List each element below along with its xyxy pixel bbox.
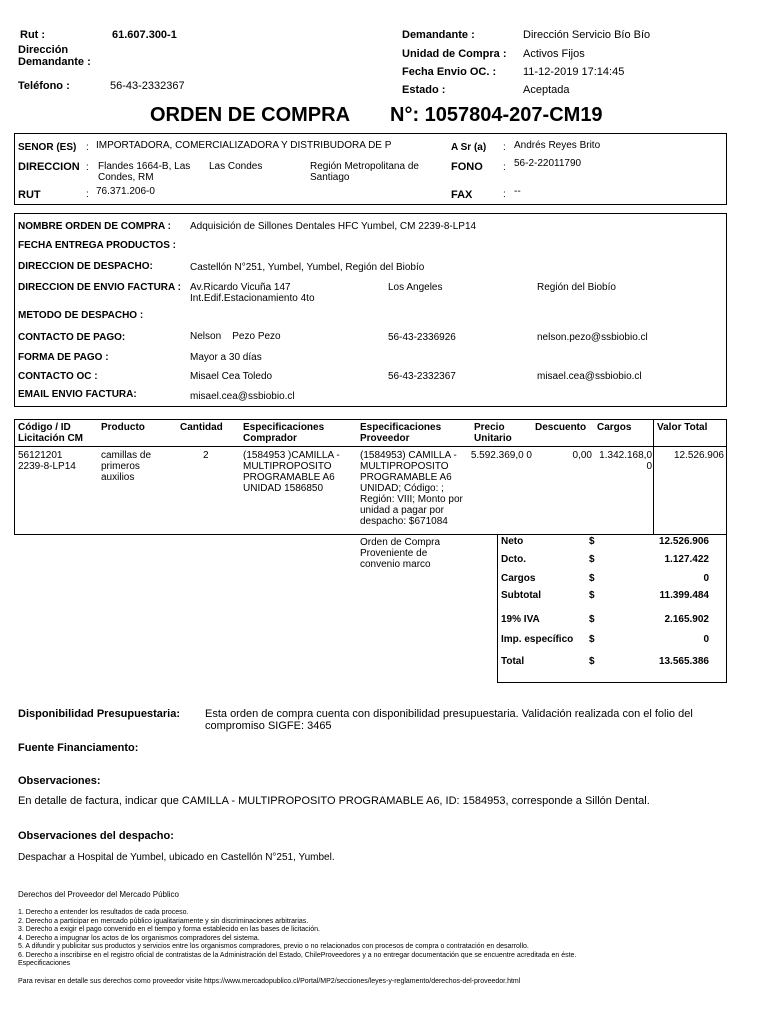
row-cantidad: 2: [203, 450, 209, 461]
row-precio: 5.592.369,0 0: [470, 450, 532, 461]
fax-label: FAX: [451, 189, 473, 201]
contacto-pago-name: Nelson Pezo Pezo: [190, 331, 281, 342]
demandante-value: Dirección Servicio Bío Bío: [523, 29, 651, 41]
email-factura-label: EMAIL ENVIO FACTURA:: [18, 389, 137, 400]
fuente-label: Fuente Financiamento:: [18, 742, 139, 754]
total-label: Imp. específico: [501, 634, 574, 645]
observaciones-label: Observaciones:: [18, 775, 101, 787]
total-currency: $: [589, 573, 595, 584]
document-title: ORDEN DE COMPRA: [150, 104, 351, 126]
contacto-oc-email: misael.cea@ssbiobio.cl: [537, 371, 642, 382]
fecha-envio-value: 11-12-2019 17:14:45: [523, 66, 625, 78]
row-producto: camillas de primeros auxilios: [101, 450, 152, 483]
total-value: 1.127.422: [664, 554, 709, 565]
obs-despacho-label: Observaciones del despacho:: [18, 830, 174, 842]
convenio-note: Orden de Compra Proveniente de convenio marco: [360, 537, 441, 570]
disponibilidad-value: Esta orden de compra cuenta con disponibilidad presupuestaria. Validación realizada con el folio del compromiso SIGFE: 3465: [205, 708, 693, 732]
total-currency: $: [589, 590, 595, 601]
telefono-value: 56-43-2332367: [110, 80, 185, 92]
derecho-item: 3. Derecho a exigir el pago convenido en el tiempo y forma establecido en las bases de licitación.: [18, 926, 320, 933]
total-value: 13.565.386: [658, 656, 709, 667]
header-cargos: Cargos: [597, 422, 632, 433]
unidad-compra-label: Unidad de Compra :: [402, 48, 507, 60]
forma-pago-value: Mayor a 30 días: [190, 352, 262, 363]
asr-value: Andrés Reyes Brito: [514, 140, 601, 151]
derechos-title: Derechos del Proveedor del Mercado Público: [18, 890, 179, 899]
demandante-label: Demandante :: [402, 29, 475, 41]
header-producto: Producto: [101, 422, 145, 433]
total-currency: $: [589, 554, 595, 565]
total-value: 2.165.902: [664, 614, 709, 625]
total-value: 0: [703, 573, 709, 584]
rut-label: Rut :: [20, 29, 46, 41]
derecho-item: 2. Derecho a participar en mercado público igualitariamente y sin discriminaciones arbitrarias.: [18, 917, 309, 925]
direccion-despacho-label: DIRECCION DE DESPACHO:: [18, 261, 153, 272]
total-label: Dcto.: [501, 554, 526, 565]
colon: :: [86, 162, 89, 173]
derecho-item: 1. Derecho a entender los resultados de cada proceso.: [18, 909, 189, 916]
total-currency: $: [589, 536, 595, 547]
direccion-street: Flandes 1664-B, Las Condes, RM: [98, 161, 191, 183]
fax-value: --: [514, 186, 521, 197]
row-descuento: 0,00: [572, 450, 592, 461]
revisar-derechos: Para revisar en detalle sus derechos como proveedor visite https://www.mercadopublico.cl/Portal/MP2/secciones/leyes-y-reglamento/derechos-del-proveedor.html: [18, 978, 521, 985]
direccion-comuna: Las Condes: [209, 161, 263, 172]
total-label: Total: [501, 656, 525, 667]
envio-factura-street: Av.Ricardo Vicuña 147 Int.Edif.Estacionamiento 4to: [190, 282, 315, 304]
row-valor-total: 12.526.906: [673, 450, 724, 461]
colon: :: [503, 189, 506, 200]
unidad-compra-value: Activos Fijos: [523, 48, 585, 60]
derecho-item: Especificaciones: [18, 960, 71, 967]
colon: :: [86, 142, 89, 153]
nombre-orden-value: Adquisición de Sillones Dentales HFC Yumbel, CM 2239-8-LP14: [190, 221, 477, 232]
observaciones-value: En detalle de factura, indicar que CAMILLA - MULTIPROPOSITO PROGRAMABLE A6, ID: 1584953, corresponde a Sillón Dental.: [18, 795, 650, 807]
envio-factura-label: DIRECCION DE ENVIO FACTURA :: [18, 282, 181, 293]
fono-label: FONO: [451, 161, 483, 173]
direccion-region: Región Metropolitana de Santiago: [310, 161, 419, 183]
disponibilidad-label: Disponibilidad Presupuestaria:: [18, 708, 180, 720]
colon: :: [503, 142, 506, 153]
derechos-list: [18, 909, 753, 969]
derecho-item: 6. Derecho a inscribirse en el registro oficial de contratistas de la Administración del Estado, ChileProveedores y a no entregar documentación que se encuentre acreditada en éste.: [18, 951, 577, 959]
contacto-pago-label: CONTACTO DE PAGO:: [18, 332, 126, 343]
row-esp-comprador: (1584953 )CAMILLA - MULTIPROPOSITO PROGRAMABLE A6 UNIDAD 1586850: [243, 450, 340, 494]
fono-value: 56-2-22011790: [514, 158, 582, 169]
header-descuento: Descuento: [535, 422, 587, 433]
envio-factura-region: Región del Biobío: [537, 282, 616, 293]
total-currency: $: [589, 634, 595, 645]
header-valor-total: Valor Total: [657, 422, 708, 433]
total-currency: $: [589, 614, 595, 625]
header-codigo: Código / ID Licitación CM: [18, 422, 84, 444]
contacto-pago-email: nelson.pezo@ssbiobio.cl: [537, 332, 648, 343]
header-cantidad: Cantidad: [180, 422, 223, 433]
obs-despacho-value: Despachar a Hospital de Yumbel, ubicado en Castellón N°251, Yumbel.: [18, 852, 335, 863]
order-number: N°: 1057804-207-CM19: [390, 104, 603, 126]
row-codigo: 56121201 2239-8-LP14: [18, 450, 76, 472]
email-factura-value: misael.cea@ssbiobio.cl: [190, 391, 295, 402]
contacto-oc-label: CONTACTO OC :: [18, 371, 98, 382]
row-esp-proveedor: (1584953) CAMILLA - MULTIPROPOSITO PROGRAMABLE A6 UNIDAD; Código: ; Región: VIII; Monto por unidad a pagar por despacho: $671084: [360, 450, 463, 527]
senor-value: IMPORTADORA, COMERCIALIZADORA Y DISTRIBUDORA DE P: [96, 140, 392, 151]
header-esp-proveedor: Especificaciones Proveedor: [360, 422, 442, 444]
row-cargos: 1.342.168,0 0: [599, 450, 652, 472]
total-value: 11.399.484: [659, 590, 709, 601]
direccion-label: DIRECCION: [18, 161, 80, 173]
fecha-entrega-label: FECHA ENTREGA PRODUCTOS :: [18, 240, 176, 251]
metodo-despacho-label: METODO DE DESPACHO :: [18, 310, 144, 321]
telefono-label: Teléfono :: [18, 80, 70, 92]
total-label: 19% IVA: [501, 614, 540, 625]
envio-factura-city: Los Angeles: [388, 282, 443, 293]
total-value: 12.526.906: [658, 536, 709, 547]
colon: :: [86, 189, 89, 200]
items-header-divider: [14, 446, 727, 447]
total-label: Cargos: [501, 573, 536, 584]
contacto-oc-phone: 56-43-2332367: [388, 371, 456, 382]
senor-label: SENOR (ES): [18, 142, 77, 153]
fecha-envio-label: Fecha Envio OC. :: [402, 66, 497, 78]
valor-total-divider: [653, 419, 654, 535]
nombre-orden-label: NOMBRE ORDEN DE COMPRA :: [18, 221, 171, 232]
derecho-item: 5. A difundir y publicitar sus productos y servicios entre los organismos compradores, previo o no relacionados con procesos de compra o contratación en desarrollo.: [18, 943, 529, 950]
rut-supplier-value: 76.371.206-0: [96, 186, 155, 197]
contacto-pago-phone: 56-43-2336926: [388, 332, 456, 343]
header-esp-comprador: Especificaciones Comprador: [243, 422, 325, 444]
total-value: 0: [703, 634, 709, 645]
asr-label: A Sr (a): [451, 142, 487, 153]
direccion-despacho-value: Castellón N°251, Yumbel, Yumbel, Región del Biobío: [190, 262, 425, 273]
header-precio: Precio Unitario: [474, 422, 512, 444]
colon: :: [503, 162, 506, 173]
total-label: Subtotal: [501, 590, 541, 601]
contacto-oc-name: Misael Cea Toledo: [190, 371, 273, 382]
derecho-item: 4. Derecho a impugnar los actos de los organismos compradores del sistema.: [18, 934, 260, 942]
rut-supplier-label: RUT: [18, 189, 41, 201]
estado-value: Aceptada: [523, 84, 570, 96]
rut-value: 61.607.300-1: [112, 29, 177, 41]
total-label: Neto: [501, 536, 524, 547]
forma-pago-label: FORMA DE PAGO :: [18, 352, 109, 363]
total-currency: $: [589, 656, 595, 667]
direccion-demandante-label: Dirección Demandante :: [18, 44, 91, 68]
estado-label: Estado :: [402, 84, 446, 96]
